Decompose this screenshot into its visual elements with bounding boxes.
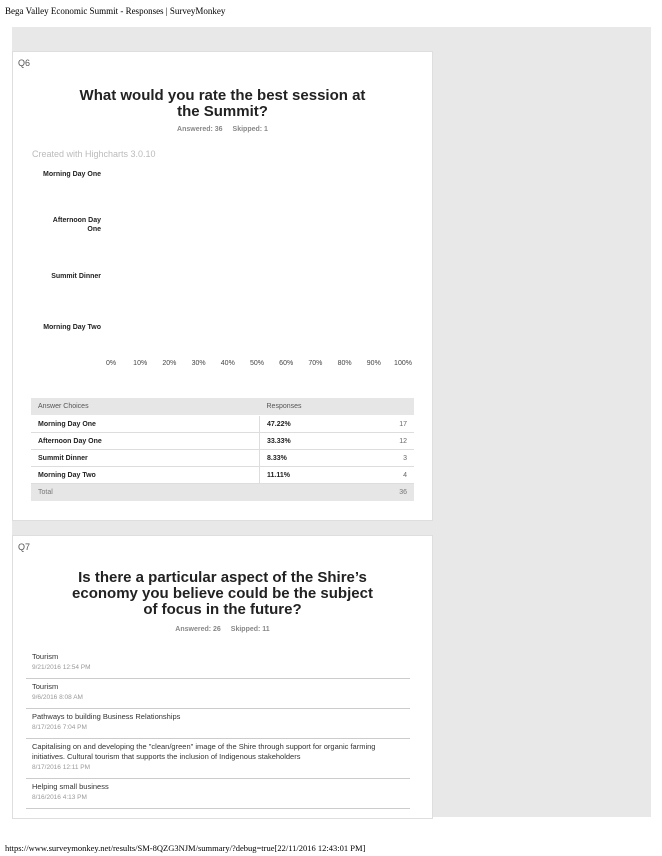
x-tick-label: 60% bbox=[279, 360, 294, 367]
x-tick-label: 0% bbox=[105, 360, 117, 367]
print-header: Bega Valley Economic Summit - Responses | SurveyMonkey bbox=[5, 6, 226, 16]
list-item: Tourism 9/6/2016 8:08 AM bbox=[26, 682, 410, 709]
responses-table bbox=[31, 398, 414, 501]
answer-stats bbox=[13, 126, 432, 133]
chart-credit: Created with Highcharts 3.0.10 bbox=[32, 149, 156, 159]
category-label: Summit Dinner bbox=[51, 273, 101, 280]
question-number: Q7 bbox=[18, 542, 31, 552]
question-title: Is there a particular aspect of the Shire’s economy you believe could be the subject of focus in the future? bbox=[72, 569, 373, 618]
table-row: Afternoon Day One 33.33% 12 bbox=[31, 433, 414, 450]
x-tick-label: 40% bbox=[220, 360, 235, 367]
list-item: Helping small business 8/16/2016 4:13 PM bbox=[26, 782, 410, 809]
question-number: Q6 bbox=[18, 58, 31, 68]
print-footer: https://www.surveymonkey.net/results/SM-8QZG3NJM/summary/?debug=true[22/11/2016 12:43:01 PM] bbox=[5, 843, 366, 853]
question-card-q6 bbox=[12, 51, 433, 521]
x-tick-label: 70% bbox=[308, 360, 323, 367]
category-label: Afternoon Day One bbox=[52, 217, 101, 233]
table-row: Summit Dinner 8.33% 3 bbox=[31, 450, 414, 467]
table-row: Morning Day One 47.22% 17 bbox=[31, 416, 414, 433]
category-label: Morning Day Two bbox=[43, 324, 101, 331]
response-count-link[interactable]: 3 bbox=[358, 450, 414, 467]
skipped-count: Skipped: 1 bbox=[232, 126, 268, 133]
x-tick-label: 30% bbox=[191, 360, 206, 367]
list-item: Capitalising on and developing the "clean/green" image of the Shire through support for organic farming initiatives. Cultural tourism that supports the inclusion of Indigenous stakeholders 8/17/2016 12:11 PM bbox=[26, 742, 410, 779]
x-tick-label: 80% bbox=[337, 360, 352, 367]
table-row: Morning Day Two 11.11% 4 bbox=[31, 467, 414, 484]
header-responses: Responses bbox=[260, 398, 415, 416]
question-title: What would you rate the best session at the Summit? bbox=[79, 87, 366, 120]
answer-stats bbox=[13, 626, 432, 633]
x-tick-label: 100% bbox=[394, 360, 412, 367]
list-item: Tourism 9/21/2016 12:54 PM bbox=[26, 652, 410, 679]
header-answer-choices: Answer Choices bbox=[31, 398, 260, 416]
x-tick-label: 50% bbox=[249, 360, 265, 367]
x-tick-label: 20% bbox=[162, 360, 177, 367]
question-card-q7 bbox=[12, 535, 433, 819]
table-total-row: Total 36 bbox=[31, 484, 414, 502]
x-tick-label: 10% bbox=[133, 360, 148, 367]
response-count-link[interactable]: 12 bbox=[358, 433, 414, 450]
list-item: Pathways to building Business Relationships 8/17/2016 7:04 PM bbox=[26, 712, 410, 739]
skipped-count: Skipped: 11 bbox=[230, 626, 270, 633]
answered-count: Answered: 36 bbox=[177, 126, 223, 133]
answered-count: Answered: 26 bbox=[175, 626, 221, 633]
category-label: Morning Day One bbox=[43, 171, 101, 178]
x-tick-label: 90% bbox=[366, 360, 381, 367]
response-count-link[interactable]: 17 bbox=[358, 416, 414, 433]
response-count-link[interactable]: 4 bbox=[358, 467, 414, 484]
